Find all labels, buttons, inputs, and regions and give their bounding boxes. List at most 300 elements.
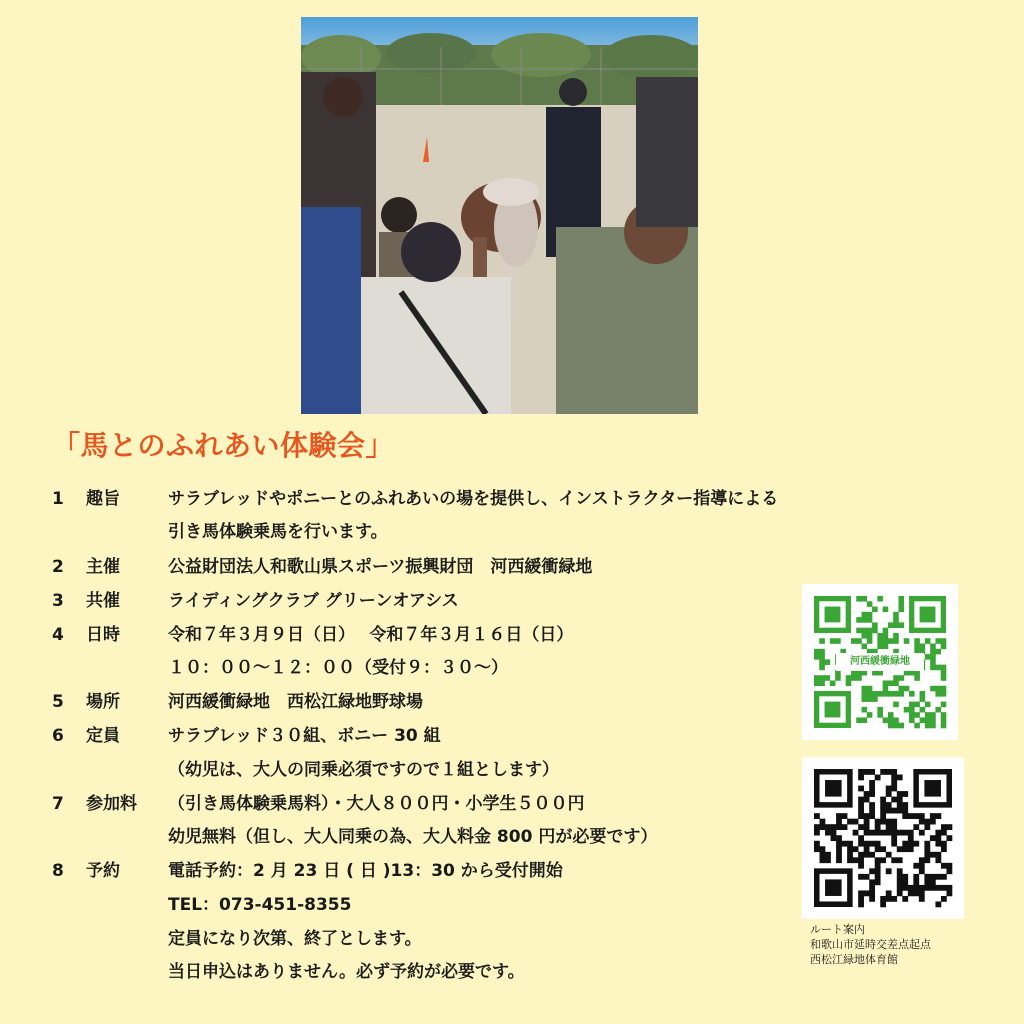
qr-module: [858, 813, 864, 819]
qr-module: [814, 813, 820, 819]
qr-module: [920, 717, 926, 723]
qr-module: [875, 824, 881, 830]
qr-finder: [825, 607, 841, 623]
qr-module: [935, 649, 941, 655]
qr-module: [864, 874, 870, 880]
qr-module: [891, 808, 897, 814]
qr-module: [819, 649, 825, 655]
qr-module: [820, 824, 826, 830]
qr-module: [862, 691, 868, 697]
item-number: 8: [52, 861, 64, 881]
qr-module: [935, 638, 941, 644]
qr-module: [880, 808, 886, 814]
qr-module: [891, 824, 897, 830]
qr-module: [858, 874, 864, 880]
qr-module: [858, 901, 864, 907]
qr-module: [869, 780, 875, 786]
qr-module: [875, 879, 881, 885]
qr-module: [888, 680, 894, 686]
qr-module: [831, 824, 837, 830]
item-value: （引き馬体験乗馬料）・大人８００円・小学生５００円: [168, 794, 585, 814]
qr-module: [858, 769, 864, 775]
qr-module: [893, 638, 899, 644]
qr-module: [869, 813, 875, 819]
qr-module: [897, 797, 903, 803]
qr-module: [836, 857, 842, 863]
qr-module: [875, 868, 881, 874]
qr-module: [888, 723, 894, 729]
qr-module: [883, 628, 889, 634]
qr-module: [877, 633, 883, 639]
qr-module: [941, 686, 947, 692]
qr-module: [864, 791, 870, 797]
qr-module: [914, 638, 920, 644]
qr-module: [919, 857, 925, 863]
item-label-cosponsor: 共催: [86, 591, 120, 611]
qr-module: [902, 879, 908, 885]
qr-module: [847, 819, 853, 825]
qr-module: [925, 702, 931, 708]
qr-module: [919, 830, 925, 836]
qr-module: [897, 775, 903, 781]
qr-badge-label: 河西緩衝緑地: [836, 653, 924, 671]
qr-module: [930, 686, 936, 692]
qr-module: [919, 868, 925, 874]
qr-module: [897, 857, 903, 863]
qr-module: [886, 824, 892, 830]
qr-module: [893, 723, 899, 729]
qr-module: [883, 633, 889, 639]
qr-module: [891, 857, 897, 863]
qr-module: [930, 712, 936, 718]
qr-module: [864, 797, 870, 803]
qr-module: [898, 691, 904, 697]
qr-module: [842, 813, 848, 819]
qr-module: [902, 841, 908, 847]
qr-module: [856, 617, 862, 623]
qr-module: [875, 841, 881, 847]
qr-code-green[interactable]: [802, 584, 958, 740]
qr-module: [883, 680, 889, 686]
qr-module: [935, 830, 941, 836]
qr-module: [867, 696, 873, 702]
qr-module: [935, 852, 941, 858]
qr-module: [883, 717, 889, 723]
qr-module: [867, 601, 873, 607]
qr-module: [836, 835, 842, 841]
qr-module: [891, 775, 897, 781]
qr-module: [920, 707, 926, 713]
qr-module: [869, 830, 875, 836]
qr-module: [924, 879, 930, 885]
qr-module: [930, 654, 936, 660]
qr-module: [898, 675, 904, 681]
qr-module: [913, 824, 919, 830]
qr-module: [935, 686, 941, 692]
qr-module: [909, 691, 915, 697]
qr-module: [941, 644, 947, 650]
qr-module: [875, 863, 881, 869]
qr-module: [856, 638, 862, 644]
qr-module: [847, 857, 853, 863]
qr-module: [909, 702, 915, 708]
qr-module: [862, 696, 868, 702]
qr-module: [886, 852, 892, 858]
qr-module: [941, 691, 947, 697]
qr-module: [893, 633, 899, 639]
qr-module: [893, 702, 899, 708]
qr-module: [919, 813, 925, 819]
qr-module: [920, 696, 926, 702]
qr-finder: [825, 780, 842, 797]
qr-module: [864, 824, 870, 830]
qr-module: [867, 638, 873, 644]
qr-module: [858, 835, 864, 841]
qr-module: [902, 791, 908, 797]
qr-module: [898, 596, 904, 602]
qr-module: [858, 896, 864, 902]
qr-module: [925, 723, 931, 729]
qr-module: [862, 628, 868, 634]
item-number: 2: [52, 557, 64, 577]
qr-module: [858, 841, 864, 847]
phone-number: TEL：073-451-8355: [168, 895, 352, 915]
qr-module: [880, 802, 886, 808]
item-value: 電話予約：2 月 23 日 ( 日 )13：30 から受付開始: [168, 861, 563, 881]
qr-module: [909, 707, 915, 713]
qr-module: [836, 852, 842, 858]
qr-module: [919, 896, 925, 902]
qr-module: [935, 885, 941, 891]
qr-module: [913, 863, 919, 869]
qr-module: [835, 675, 841, 681]
qr-module: [847, 846, 853, 852]
qr-module: [913, 874, 919, 880]
qr-module: [914, 702, 920, 708]
qr-module: [814, 841, 820, 847]
qr-module: [869, 769, 875, 775]
qr-module: [924, 852, 930, 858]
qr-module: [930, 813, 936, 819]
qr-module: [898, 622, 904, 628]
qr-module: [924, 874, 930, 880]
qr-module: [898, 601, 904, 607]
qr-module: [872, 628, 878, 634]
qr-module: [924, 841, 930, 847]
qr-module: [862, 633, 868, 639]
qr-module: [891, 835, 897, 841]
qr-module: [893, 680, 899, 686]
qr-module: [935, 835, 941, 841]
qr-module: [847, 852, 853, 858]
qr-module: [924, 885, 930, 891]
qr-module: [830, 638, 836, 644]
item-value: 河西緩衝緑地 西松江緑地野球場: [168, 692, 423, 712]
qr-module: [869, 896, 875, 902]
qr-module: [897, 890, 903, 896]
qr-module: [913, 885, 919, 891]
qr-module: [867, 686, 873, 692]
qr-module: [941, 665, 947, 671]
qr-module: [880, 813, 886, 819]
qr-module: [869, 890, 875, 896]
qr-module: [836, 813, 842, 819]
qr-module: [869, 885, 875, 891]
qr-module: [924, 819, 930, 825]
qr-module: [919, 863, 925, 869]
qr-module: [819, 659, 825, 665]
qr-module: [869, 852, 875, 858]
qr-module: [886, 868, 892, 874]
qr-module: [883, 638, 889, 644]
item-number: 1: [52, 489, 64, 509]
qr-module: [880, 830, 886, 836]
qr-module: [886, 802, 892, 808]
qr-module: [877, 707, 883, 713]
qr-module: [853, 857, 859, 863]
qr-module: [825, 659, 831, 665]
qr-module: [886, 791, 892, 797]
qr-module: [914, 712, 920, 718]
qr-module: [897, 874, 903, 880]
item-label-reservation: 予約: [86, 861, 120, 881]
qr-module: [897, 885, 903, 891]
qr-module: [858, 797, 864, 803]
item-value: ライディングクラブ グリーンオアシス: [168, 591, 459, 611]
qr-module: [908, 813, 914, 819]
qr-module: [880, 857, 886, 863]
qr-module: [880, 819, 886, 825]
qr-module: [891, 830, 897, 836]
qr-module: [862, 644, 868, 650]
qr-module: [883, 691, 889, 697]
qr-module: [819, 665, 825, 671]
qr-finder: [920, 607, 936, 623]
qr-module: [814, 846, 820, 852]
qr-finder: [825, 702, 841, 718]
qr-module: [914, 675, 920, 681]
qr-module: [913, 879, 919, 885]
qr-module: [935, 841, 941, 847]
qr-module: [902, 874, 908, 880]
qr-module: [869, 841, 875, 847]
qr-module: [883, 607, 889, 613]
qr-module: [908, 841, 914, 847]
qr-module: [893, 617, 899, 623]
qr-module: [941, 723, 947, 729]
qr-module: [862, 612, 868, 618]
qr-module: [820, 819, 826, 825]
qr-module: [902, 802, 908, 808]
qr-module: [862, 707, 868, 713]
qr-module: [819, 675, 825, 681]
item-label-organizer: 主催: [86, 557, 120, 577]
qr-module: [867, 712, 873, 718]
qr-module: [836, 824, 842, 830]
qr-module: [941, 885, 947, 891]
qr-module: [891, 896, 897, 902]
qr-module: [880, 797, 886, 803]
qr-module: [935, 813, 941, 819]
qr-module: [930, 879, 936, 885]
qr-module: [920, 691, 926, 697]
qr-module: [814, 680, 820, 686]
qr-module: [941, 670, 947, 676]
qr-module: [886, 819, 892, 825]
qr-module: [819, 680, 825, 686]
qr-module: [814, 830, 820, 836]
qr-module: [846, 680, 852, 686]
qr-module: [909, 717, 915, 723]
item-number: 4: [52, 625, 64, 645]
qr-module: [875, 819, 881, 825]
qr-module: [867, 633, 873, 639]
qr-module: [886, 890, 892, 896]
item-value: 公益財団法人和歌山県スポーツ振興財団 河西緩衝緑地: [168, 557, 593, 577]
qr-module: [886, 808, 892, 814]
qr-module: [902, 830, 908, 836]
qr-module: [867, 612, 873, 618]
qr-module: [924, 857, 930, 863]
qr-module: [941, 702, 947, 708]
qr-module: [925, 717, 931, 723]
qr-module: [819, 654, 825, 660]
qr-module: [914, 644, 920, 650]
qr-module: [924, 824, 930, 830]
qr-module: [842, 841, 848, 847]
qr-module: [877, 691, 883, 697]
qr-module: [842, 824, 848, 830]
qr-module: [891, 786, 897, 792]
qr-module: [891, 769, 897, 775]
item-value: サラブレッド３０組、ボニー 30 組: [168, 726, 441, 746]
qr-module: [856, 596, 862, 602]
qr-module: [946, 835, 952, 841]
qr-module: [862, 617, 868, 623]
qr-module: [869, 802, 875, 808]
qr-module: [872, 691, 878, 697]
qr-module: [869, 786, 875, 792]
qr-module: [941, 874, 947, 880]
qr-module: [904, 686, 910, 692]
qr-module: [877, 638, 883, 644]
qr-module: [902, 885, 908, 891]
item-label-place: 場所: [86, 692, 120, 712]
qr-module: [853, 819, 859, 825]
qr-module: [935, 857, 941, 863]
qr-module: [862, 686, 868, 692]
qr-module: [913, 890, 919, 896]
qr-module: [908, 830, 914, 836]
qr-module: [877, 644, 883, 650]
qr-module: [867, 691, 873, 697]
qr-module: [935, 901, 941, 907]
qr-module: [883, 686, 889, 692]
qr-module: [904, 638, 910, 644]
qr-module: [825, 830, 831, 836]
qr-module: [935, 707, 941, 713]
qr-module: [930, 717, 936, 723]
qr-module: [941, 638, 947, 644]
qr-module: [836, 841, 842, 847]
qr-module: [902, 896, 908, 902]
qr-module: [941, 896, 947, 902]
qr-module: [941, 675, 947, 681]
item-value: 当日申込はありません。必ず予約が必要です。: [168, 962, 525, 982]
qr-module: [935, 665, 941, 671]
item-value: 幼児無料（但し、大人同乗の為、大人料金 800 円が必要です）: [168, 827, 658, 847]
item-number: 5: [52, 692, 64, 712]
qr-module: [853, 830, 859, 836]
qr-module: [862, 717, 868, 723]
qr-module: [930, 835, 936, 841]
qr-module: [941, 841, 947, 847]
qr-module: [925, 654, 931, 660]
route-caption-line: 西松江緑地体育館: [810, 953, 898, 966]
qr-module: [856, 675, 862, 681]
qr-finder: [825, 879, 842, 896]
item-label-capacity: 定員: [86, 726, 120, 746]
qr-module: [946, 868, 952, 874]
qr-module: [867, 617, 873, 623]
qr-module: [941, 712, 947, 718]
qr-module: [825, 852, 831, 858]
qr-module: [825, 675, 831, 681]
qr-module: [820, 846, 826, 852]
qr-module: [941, 824, 947, 830]
qr-module: [930, 874, 936, 880]
item-value: 定員になり次第、終了とします。: [168, 929, 422, 949]
qr-module: [930, 665, 936, 671]
qr-module: [820, 852, 826, 858]
qr-module: [888, 717, 894, 723]
qr-module: [930, 885, 936, 891]
qr-module: [851, 675, 857, 681]
qr-module: [831, 835, 837, 841]
qr-module: [814, 824, 820, 830]
qr-code-route[interactable]: [802, 757, 964, 919]
qr-module: [888, 691, 894, 697]
qr-module: [831, 830, 837, 836]
qr-module: [864, 769, 870, 775]
qr-module: [888, 712, 894, 718]
qr-module: [835, 638, 841, 644]
qr-module: [946, 863, 952, 869]
qr-module: [897, 879, 903, 885]
qr-module: [880, 896, 886, 902]
qr-module: [930, 852, 936, 858]
qr-module: [913, 813, 919, 819]
qr-module: [893, 717, 899, 723]
qr-module: [946, 890, 952, 896]
item-label-purpose: 趣旨: [86, 489, 120, 509]
qr-module: [867, 628, 873, 634]
qr-module: [864, 852, 870, 858]
qr-module: [869, 791, 875, 797]
qr-module: [877, 712, 883, 718]
qr-module: [886, 830, 892, 836]
qr-module: [888, 622, 894, 628]
qr-module: [872, 622, 878, 628]
qr-module: [847, 841, 853, 847]
qr-module: [897, 791, 903, 797]
qr-module: [851, 638, 857, 644]
item-value: サラブレッドやポニーとのふれあいの場を提供し、インストラクター指導による: [168, 489, 779, 509]
qr-module: [893, 622, 899, 628]
qr-module: [888, 638, 894, 644]
qr-module: [941, 863, 947, 869]
qr-module: [897, 846, 903, 852]
